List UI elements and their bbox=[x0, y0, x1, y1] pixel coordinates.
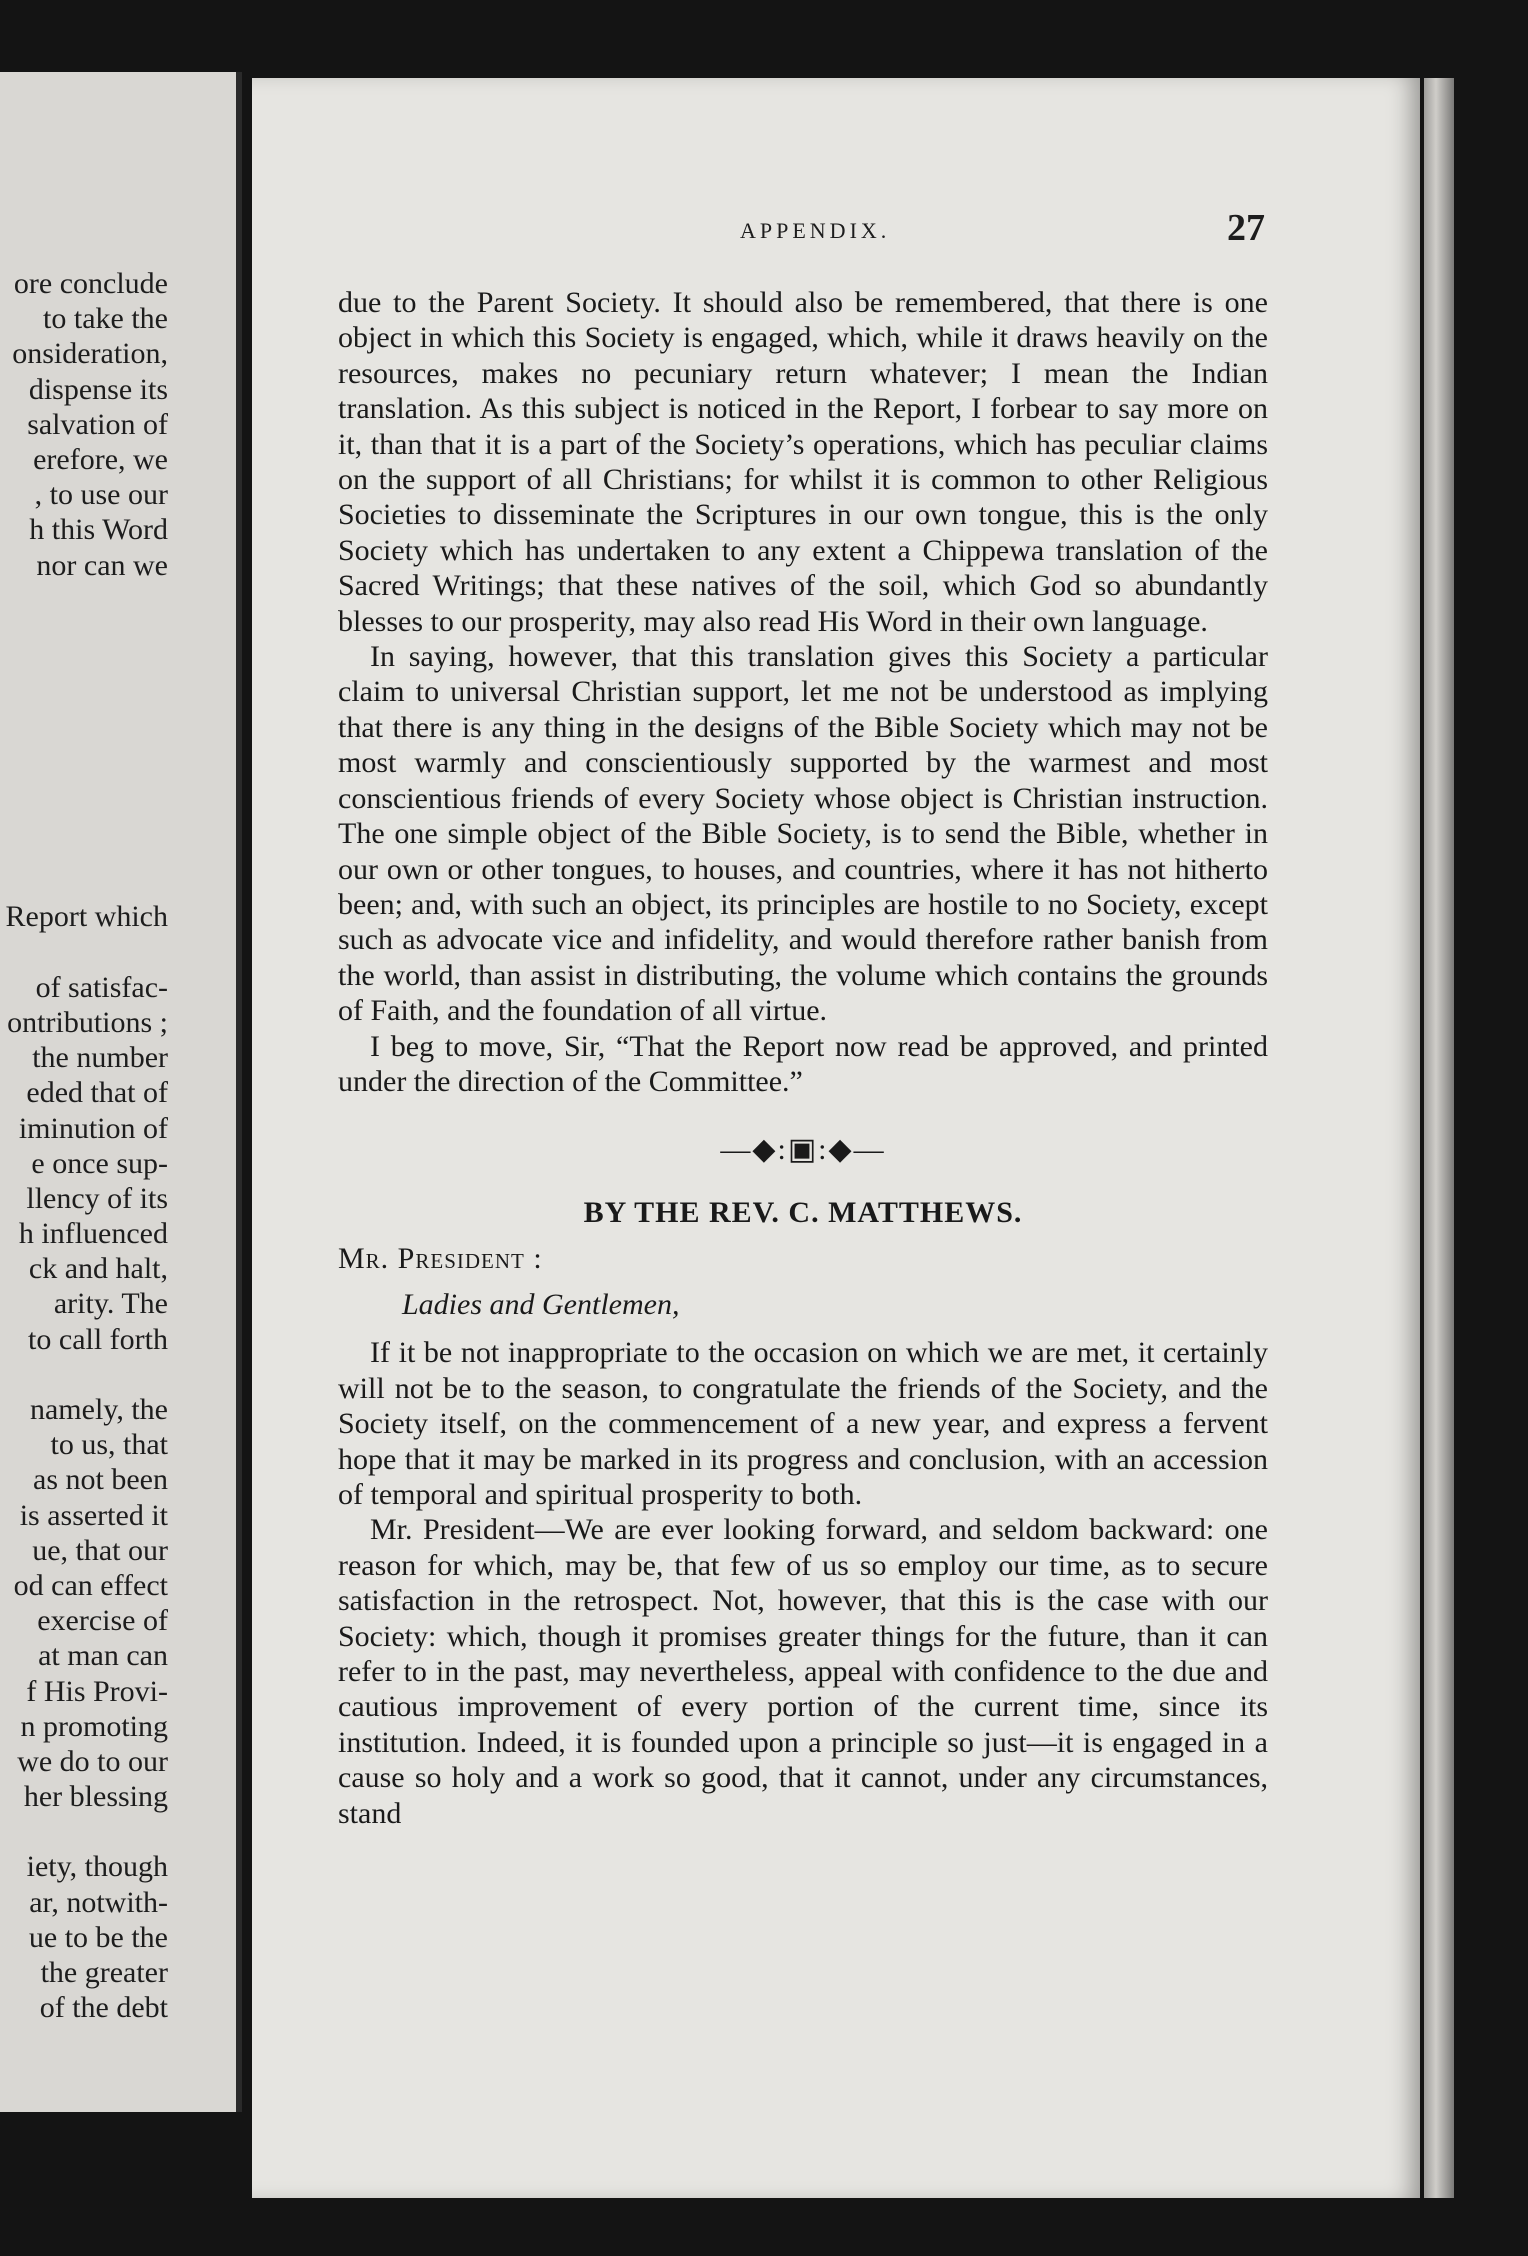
facing-page-line bbox=[6, 723, 168, 758]
facing-page-line: exercise of bbox=[37, 1604, 168, 1638]
page-number: 27 bbox=[1227, 207, 1265, 249]
facing-page-line bbox=[6, 864, 168, 899]
facing-page-line: salvation of bbox=[27, 407, 168, 441]
facing-page-line: nor can we bbox=[36, 548, 168, 582]
facing-page-line: we do to our bbox=[17, 1744, 168, 1778]
paragraph-4: If it be not inappropriate to the occasion on which we are met, it certainly will not be to the season, to congratulate the friends of the Society, and the Society itself, on the commencement of a new year, and express a fervent hope that it may be marked in its progress and conclusion, with an accession of temporal and spiritual prosperity to both. bbox=[338, 1336, 1268, 1511]
speaker-byline: BY THE REV. C. MATTHEWS. bbox=[583, 1196, 1023, 1230]
facing-page-line bbox=[6, 583, 168, 618]
address-line bbox=[338, 1241, 1268, 1277]
facing-page-line: f His Provi- bbox=[26, 1674, 168, 1708]
facing-page-line: dispense its bbox=[28, 372, 168, 406]
facing-page-line: as not been bbox=[33, 1463, 168, 1497]
facing-page-line bbox=[6, 618, 168, 653]
salutation: Ladies and Gentlemen, bbox=[402, 1288, 680, 1322]
facing-page-line: at man can bbox=[38, 1639, 168, 1673]
facing-page-line: iminution of bbox=[18, 1111, 168, 1145]
facing-page-line bbox=[6, 935, 168, 970]
facing-page-line bbox=[6, 829, 168, 864]
facing-page-line: to call forth bbox=[28, 1322, 168, 1356]
facing-page-line: e once sup- bbox=[31, 1146, 168, 1180]
facing-page-line: ue to be the bbox=[28, 1920, 168, 1954]
paragraph-3: I beg to move, Sir, “That the Report now read be approved, and printed under the direction of the Committee.” bbox=[338, 1029, 1268, 1098]
facing-page-line: llency of its bbox=[26, 1181, 168, 1215]
facing-page-line: namely, the bbox=[29, 1393, 168, 1426]
facing-page-line bbox=[6, 653, 168, 688]
facing-page-line: the greater bbox=[40, 1956, 168, 1989]
facing-page-line: is asserted it bbox=[19, 1498, 168, 1532]
facing-page-line: od can effect bbox=[13, 1568, 168, 1602]
facing-page-line: ue, that our bbox=[32, 1533, 168, 1567]
facing-page-line: the number bbox=[32, 1041, 168, 1075]
facing-page-line: arity. The bbox=[53, 1287, 168, 1321]
page-body bbox=[338, 285, 1268, 1831]
facing-page-line: to take the bbox=[43, 302, 168, 336]
facing-page-line bbox=[6, 1357, 168, 1392]
facing-page-line: to us, that bbox=[50, 1428, 168, 1462]
facing-page-line: Report which bbox=[5, 900, 168, 934]
paragraph-5: Mr. President—We are ever looking forward, and seldom backward: one reason for which, may be, that few of us so employ our time, as to secure satisfaction in the retrospect. Not, however, that this is the case with our Society: which, though it promises greater things for the future, than it can refer to in the past, may nevertheless, appeal with confidence to the due and cautious improvement of every portion of the current time, since its institution. Indeed, it is founded upon a principle so just—it is engaged in a cause so holy and a work so good, that it cannot, under any circumstances, stand bbox=[338, 1513, 1268, 1830]
page-edge bbox=[1424, 78, 1454, 2198]
facing-page-line: ontributions ; bbox=[7, 1005, 168, 1039]
facing-page-line bbox=[6, 794, 168, 829]
facing-page-line: ck and halt, bbox=[28, 1252, 168, 1286]
paragraph-1: due to the Parent Society. It should also be remembered, that there is one object in which this Society is engaged, which, while it draws heavily on the resources, makes no pecuniary return whatever; I mean the Indian translation. As this subject is noticed in the Report, I forbear to say more on it, than that it is a part of the Society’s operations, which has peculiar claims on the support of all Christians; for whilst it is common to other Religious Societies to disseminate the Scriptures in our own tongue, this is the only Society which has undertaken to any extent a Chippewa translation of the Sacred Writings; that these natives of the soil, which God so abundantly blesses to our prosperity, may also read His Word in their own language. bbox=[338, 286, 1268, 638]
facing-page-line: n promoting bbox=[20, 1709, 168, 1743]
facing-page-line: h this Word bbox=[29, 513, 168, 547]
facing-page-line: onsideration, bbox=[12, 337, 168, 371]
running-title: APPENDIX. bbox=[740, 218, 891, 243]
facing-page-line: ore conclude bbox=[13, 267, 168, 300]
facing-page-line bbox=[6, 688, 168, 723]
facing-page-line: ar, notwith- bbox=[29, 1885, 168, 1919]
facing-page-left bbox=[0, 72, 242, 2112]
facing-page-line bbox=[6, 1814, 168, 1849]
facing-page-line: of satisfac- bbox=[35, 970, 168, 1004]
facing-page-line: erefore, we bbox=[33, 442, 168, 476]
facing-page-text bbox=[6, 266, 168, 2025]
facing-page-line: iety, though bbox=[26, 1850, 168, 1884]
facing-page-line: eded that of bbox=[26, 1076, 168, 1110]
facing-page-line: , to use our bbox=[34, 478, 168, 512]
facing-page-line: her blessing bbox=[23, 1780, 168, 1814]
paragraph-2: In saying, however, that this translation gives this Society a particular claim to universal Christian support, let me not be understood as implying that there is any thing in the designs of the Bible Society which may not be most warmly and conscientiously supported by the warmest and most conscientious friends of every Society whose object is Christian instruction. The one simple object of the Bible Society, is to send the Bible, whether in our own or other tongues, to houses, and countries, where it has not hitherto been; and, with such an object, its principles are hostile to no Society, except such as advocate vice and infidelity, and would therefore rather banish from the world, than assist in distributing, the volume which contains the grounds of Faith, and the foundation of all virtue. bbox=[338, 640, 1268, 1028]
facing-page-line bbox=[6, 759, 168, 794]
facing-page-line: h influenced bbox=[18, 1217, 168, 1251]
facing-page-line: of the debt bbox=[39, 1991, 168, 2025]
section-ornament: —◆:▣:◆— bbox=[720, 1133, 886, 1167]
address-text: Mr. President : bbox=[338, 1242, 543, 1276]
